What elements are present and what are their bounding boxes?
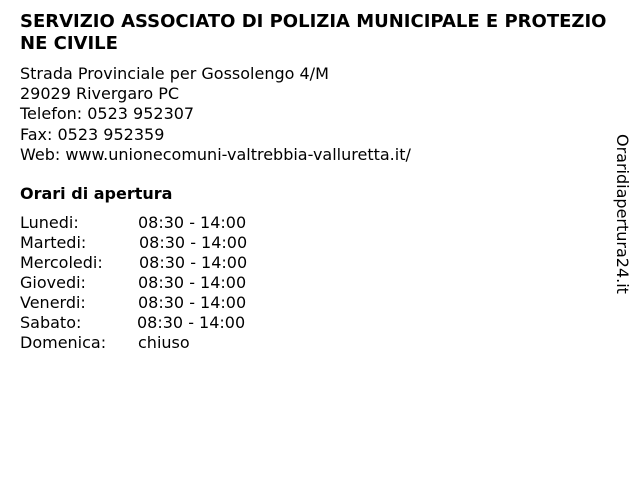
- time-value: 08:30 - 14:00: [139, 233, 248, 252]
- address-block: [20, 64, 411, 165]
- day-label: Domenica:: [20, 333, 107, 352]
- day-label: Venerdi:: [20, 293, 86, 312]
- time-value: 08:30 - 14:00: [139, 253, 248, 272]
- fax-number: Fax: 0523 952359: [20, 124, 165, 144]
- time-value: 08:30 - 14:00: [138, 213, 247, 232]
- time-value: 08:30 - 14:00: [138, 293, 247, 312]
- street-address: Strada Provinciale per Gossolengo 4/M: [20, 64, 329, 83]
- time-value: chiuso: [138, 333, 190, 352]
- brand-watermark: [612, 134, 632, 310]
- hours-heading: Orari di apertura: [20, 184, 173, 203]
- day-label: Lunedi:: [20, 213, 79, 232]
- time-value: 08:30 - 14:00: [138, 273, 247, 292]
- page-title: SERVIZIO ASSOCIATO DI POLIZIA MUNICIPALE E PROTEZIONE CIVILE: [20, 11, 607, 54]
- day-label: Sabato:: [20, 313, 82, 332]
- website-url: Web: www.unionecomuni-valtrebbia-valluretta.it/: [20, 144, 411, 164]
- city-postal: 29029 Rivergaro PC: [20, 84, 180, 104]
- day-label: Giovedi:: [20, 273, 86, 292]
- day-label: Mercoledi:: [20, 253, 103, 272]
- phone-number: Telefon: 0523 952307: [20, 104, 195, 124]
- brand-text: Oraridiapertura24.it: [613, 134, 632, 294]
- time-value: 08:30 - 14:00: [137, 313, 246, 332]
- day-label: Martedi:: [20, 233, 87, 252]
